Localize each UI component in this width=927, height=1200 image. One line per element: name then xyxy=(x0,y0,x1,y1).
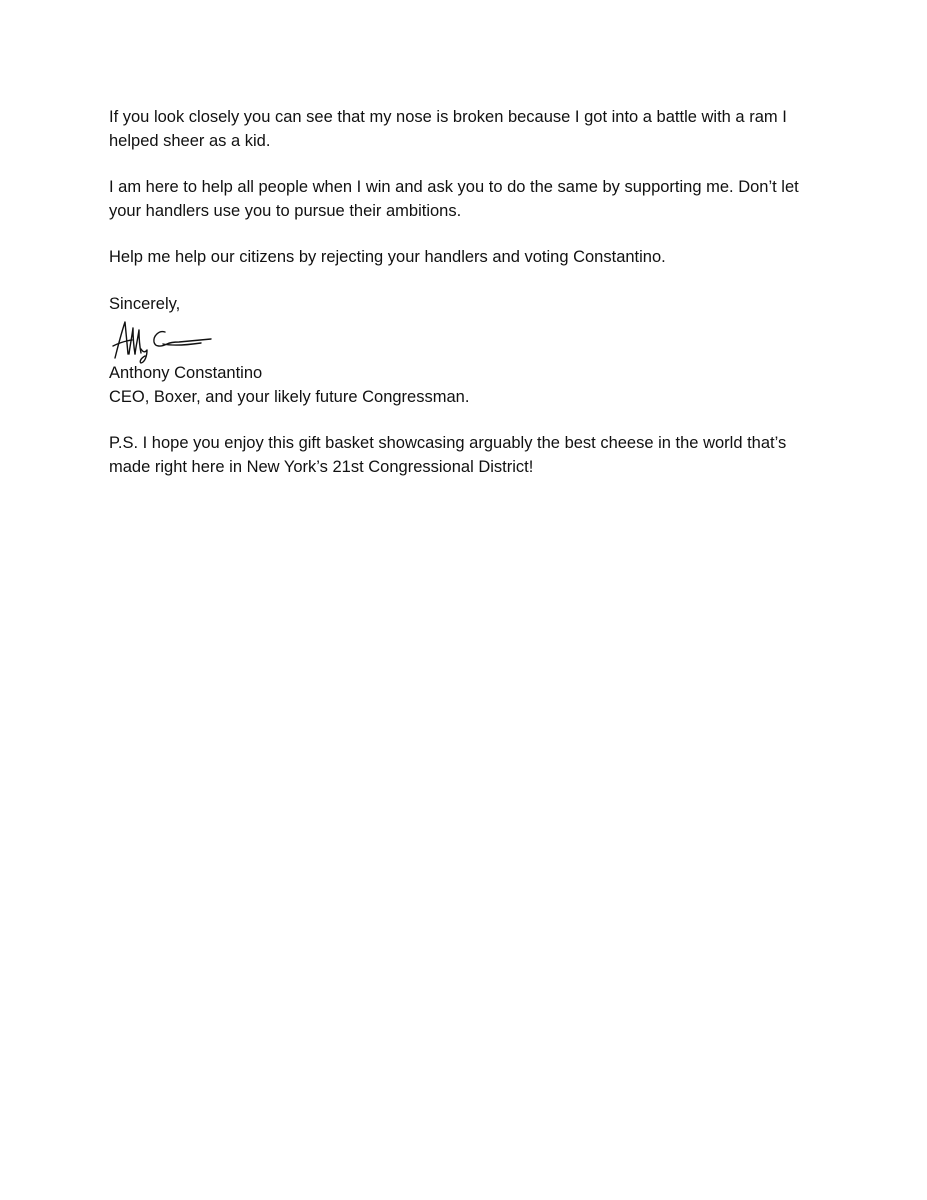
letter-paragraph: If you look closely you can see that my nose is broken because I got into a battle with a ram I helped sheer as a kid. xyxy=(109,108,787,150)
letter-closing: Sincerely, xyxy=(109,294,181,313)
signer-block xyxy=(109,362,809,409)
letter-paragraph: Help me help our citizens by rejecting your handlers and voting Constantino. xyxy=(109,248,666,266)
signature-icon xyxy=(105,316,217,364)
signer-name: Anthony Constantino xyxy=(109,364,263,382)
signer-title: CEO, Boxer, and your likely future Congressman. xyxy=(109,387,470,406)
letter-postscript: P.S. I hope you enjoy this gift basket showcasing arguably the best cheese in the world that’s made right here in New York’s 21st Congressional District! xyxy=(109,434,787,476)
letter-paragraph: I am here to help all people when I win and ask you to do the same by supporting me. Don’t let your handlers use you to pursue their ambitions. xyxy=(109,178,799,220)
letter-body xyxy=(109,106,809,502)
